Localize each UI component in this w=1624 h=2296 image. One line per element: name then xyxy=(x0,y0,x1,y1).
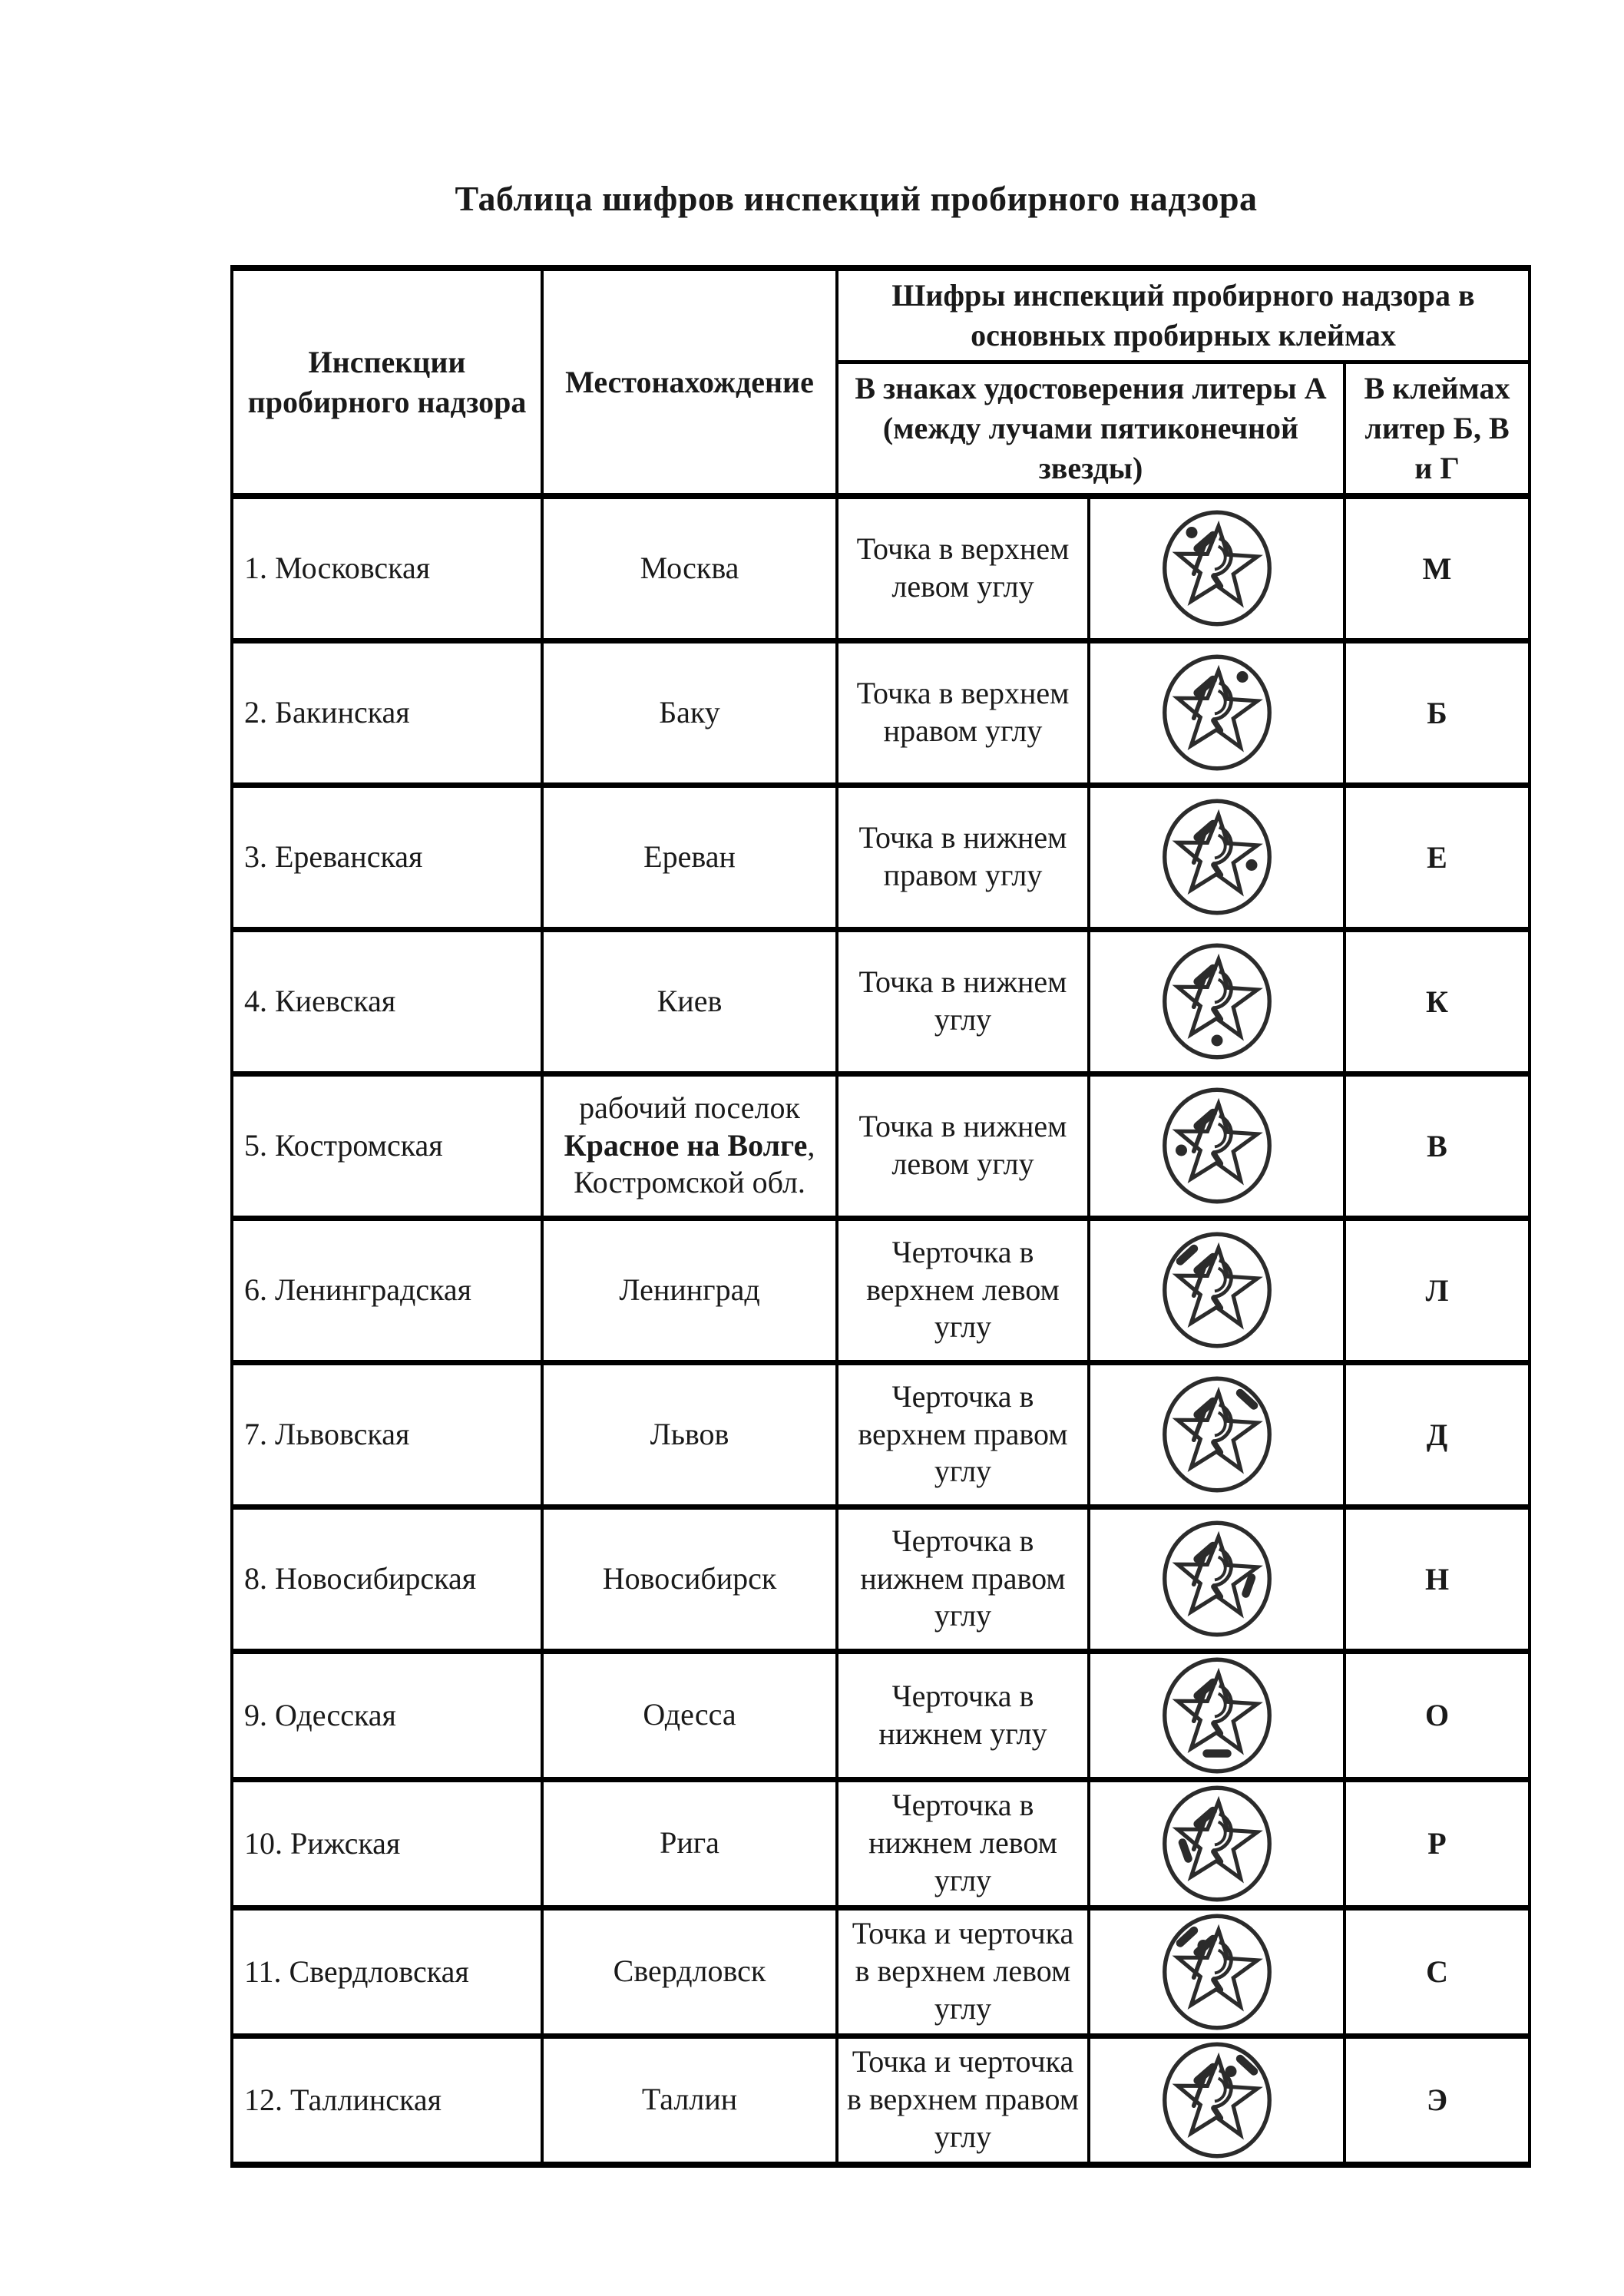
inspection-name: 2. Бакинская xyxy=(244,695,410,729)
soviet-star-hammer-sickle-stamp-icon xyxy=(1159,1375,1275,1494)
table-header xyxy=(232,268,1530,496)
letter-mark-cell xyxy=(1345,1779,1530,1907)
table-row xyxy=(232,1074,1530,1218)
code-description-cell xyxy=(837,929,1089,1074)
letter-mark-cell xyxy=(1345,1074,1530,1218)
code-description: Черточка в верхнем левом углу xyxy=(866,1234,1060,1345)
stamp-cell xyxy=(1089,1074,1345,1218)
inspection-name: 8. Новосибирская xyxy=(244,1561,477,1596)
inspection-name-cell xyxy=(232,640,542,785)
inspection-name: 1. Московская xyxy=(244,551,431,586)
location-cell xyxy=(542,1218,837,1362)
soviet-star-hammer-sickle-stamp-icon xyxy=(1159,1784,1275,1904)
soviet-star-hammer-sickle-stamp-icon xyxy=(1159,941,1275,1061)
stamp-cell xyxy=(1089,1651,1345,1779)
letter-mark: В xyxy=(1427,1128,1447,1163)
code-description: Черточка в нижнем левом углу xyxy=(868,1788,1057,1897)
stamp-cell xyxy=(1089,1779,1345,1907)
location-text: Ереван xyxy=(643,839,736,874)
letter-mark-cell xyxy=(1345,496,1530,640)
letter-mark: Н xyxy=(1424,1561,1450,1596)
inspection-name-cell xyxy=(232,1074,542,1218)
soviet-star-hammer-sickle-stamp-icon xyxy=(1159,797,1275,917)
table-row xyxy=(232,1362,1530,1507)
table-row xyxy=(232,1779,1530,1907)
inspection-name: 9. Одесская xyxy=(244,1697,396,1732)
location-cell xyxy=(542,1362,837,1507)
code-description-cell xyxy=(837,1074,1089,1218)
inspection-name: 6. Ленинградская xyxy=(244,1272,472,1307)
letter-mark: Б xyxy=(1427,695,1447,730)
location-text: Таллин xyxy=(641,2082,738,2117)
location-cell xyxy=(542,1651,837,1779)
stamp-cell xyxy=(1089,1907,1345,2036)
inspection-name-cell xyxy=(232,785,542,929)
codes-table xyxy=(230,265,1531,2168)
stamp-cell xyxy=(1089,496,1345,640)
code-description-cell xyxy=(837,1651,1089,1779)
inspection-name-cell xyxy=(232,496,542,640)
header-codes-group: Шифры инспекций пробирного надзора в основных пробирных клеймах xyxy=(837,268,1530,362)
inspection-name-cell xyxy=(232,1362,542,1507)
code-description: Черточка в нижнем правом углу xyxy=(860,1523,1066,1633)
code-description-cell xyxy=(837,1907,1089,2036)
letter-mark: К xyxy=(1426,984,1449,1019)
code-description: Точка в нижнем углу xyxy=(858,964,1067,1037)
dot-bottom-mark xyxy=(1211,1035,1222,1047)
code-description: Точка в верхнем нравом углу xyxy=(856,676,1070,748)
location-text: Москва xyxy=(640,550,739,585)
code-description-cell xyxy=(837,640,1089,785)
dot-top-left-mark xyxy=(1186,527,1197,538)
location-cell xyxy=(542,2036,837,2165)
inspection-name: 11. Свердловская xyxy=(244,1954,469,1989)
location-text: Свердловск xyxy=(613,1954,766,1989)
code-description-cell xyxy=(837,785,1089,929)
dot-bottom-left-mark xyxy=(1176,1145,1187,1156)
stamp-cell xyxy=(1089,1362,1345,1507)
table-row xyxy=(232,1907,1530,2036)
soviet-star-hammer-sickle-stamp-icon xyxy=(1159,508,1275,628)
header-certification-marks: В знаках удостоверения литеры А (между лучами пятиконечной звезды) xyxy=(837,362,1345,497)
location-text: Одесса xyxy=(643,1697,736,1732)
location-text: Баку xyxy=(659,694,720,729)
dot-top-right-inner-mark xyxy=(1225,2066,1236,2077)
inspection-name-cell xyxy=(232,1779,542,1907)
inspection-name-cell xyxy=(232,1907,542,2036)
inspection-name-cell xyxy=(232,1507,542,1651)
inspection-name-cell xyxy=(232,2036,542,2165)
code-description: Точка и черточка в верхнем правом углу xyxy=(846,2044,1080,2154)
location-text-suffix: , Костромской обл. xyxy=(574,1127,815,1200)
letter-mark-cell xyxy=(1345,640,1530,785)
inspection-name: 5. Костромская xyxy=(244,1128,443,1163)
location-text: рабочий поселок xyxy=(579,1090,800,1125)
location-cell xyxy=(542,496,837,640)
table-row xyxy=(232,496,1530,640)
letter-mark: Л xyxy=(1425,1272,1449,1308)
code-description-cell xyxy=(837,1779,1089,1907)
location-text: Ленинград xyxy=(619,1272,760,1307)
location-cell xyxy=(542,929,837,1074)
table-row xyxy=(232,1218,1530,1362)
header-inspections: Инспекции пробирного надзора xyxy=(232,268,542,496)
inspection-name-cell xyxy=(232,929,542,1074)
inspection-name: 4. Киевская xyxy=(244,984,396,1018)
location-bold-text: Красное на Волге xyxy=(564,1127,808,1163)
location-text: Киев xyxy=(657,983,723,1018)
dash-bottom-right-mark xyxy=(1245,1578,1252,1594)
location-text: Новосибирск xyxy=(602,1560,777,1596)
location-cell xyxy=(542,1907,837,2036)
code-description-cell xyxy=(837,2036,1089,2165)
dot-bottom-right-mark xyxy=(1245,859,1257,871)
soviet-star-hammer-sickle-stamp-icon xyxy=(1159,653,1275,773)
header-location: Местонахождение xyxy=(542,268,837,496)
table-row xyxy=(232,1507,1530,1651)
code-description: Черточка в нижнем углу xyxy=(878,1678,1047,1751)
table-row xyxy=(232,785,1530,929)
code-description-cell xyxy=(837,496,1089,640)
inspection-name: 3. Ереванская xyxy=(244,839,423,874)
letter-mark: Р xyxy=(1427,1826,1447,1861)
soviet-star-hammer-sickle-stamp-icon xyxy=(1159,1519,1275,1639)
stamp-cell xyxy=(1089,1218,1345,1362)
table-row xyxy=(232,640,1530,785)
code-description-cell xyxy=(837,1507,1089,1651)
stamp-cell xyxy=(1089,929,1345,1074)
location-text: Львов xyxy=(650,1416,729,1451)
dot-top-right-mark xyxy=(1236,671,1248,683)
letter-mark: М xyxy=(1422,551,1452,586)
letter-mark: Е xyxy=(1427,839,1447,875)
location-cell xyxy=(542,640,837,785)
inspection-name: 12. Таллинская xyxy=(244,2082,442,2117)
table-row xyxy=(232,2036,1530,2165)
letter-mark-cell xyxy=(1345,1907,1530,2036)
location-cell xyxy=(542,785,837,929)
code-description-cell xyxy=(837,1218,1089,1362)
inspection-name-cell xyxy=(232,1218,542,1362)
letter-mark: Д xyxy=(1426,1417,1448,1452)
code-description: Точка и черточка в верхнем левом углу xyxy=(852,1916,1074,2026)
inspection-name: 7. Львовская xyxy=(244,1417,410,1451)
letter-mark-cell xyxy=(1345,785,1530,929)
letter-mark-cell xyxy=(1345,1507,1530,1651)
letter-mark: С xyxy=(1426,1954,1448,1989)
stamp-cell xyxy=(1089,1507,1345,1651)
code-description: Точка в верхнем левом углу xyxy=(856,531,1070,604)
code-description: Черточка в верхнем правом углу xyxy=(858,1378,1068,1489)
soviet-star-hammer-sickle-stamp-icon xyxy=(1159,1656,1275,1775)
letter-mark-cell xyxy=(1345,929,1530,1074)
code-description-cell xyxy=(837,1362,1089,1507)
soviet-star-hammer-sickle-stamp-icon xyxy=(1159,2040,1275,2160)
header-letter-marks: В клеймах литер Б, В и Г xyxy=(1345,362,1530,497)
table-body xyxy=(232,496,1530,2165)
soviet-star-hammer-sickle-stamp-icon xyxy=(1159,1230,1275,1350)
code-description: Точка в нижнем правом углу xyxy=(858,820,1067,892)
soviet-star-hammer-sickle-stamp-icon xyxy=(1159,1912,1275,2032)
stamp-cell xyxy=(1089,2036,1345,2165)
dash-bottom-left-mark xyxy=(1182,1842,1189,1858)
letter-mark-cell xyxy=(1345,1362,1530,1507)
stamp-cell xyxy=(1089,785,1345,929)
table-row xyxy=(232,1651,1530,1779)
inspection-name: 10. Рижская xyxy=(244,1825,401,1861)
location-cell xyxy=(542,1779,837,1907)
letter-mark-cell xyxy=(1345,2036,1530,2165)
location-cell xyxy=(542,1507,837,1651)
soviet-star-hammer-sickle-stamp-icon xyxy=(1159,1086,1275,1206)
location-text: Рига xyxy=(660,1825,719,1861)
letter-mark-cell xyxy=(1345,1218,1530,1362)
document-title: Таблица шифров инспекций пробирного надзора xyxy=(455,179,1258,218)
letter-mark-cell xyxy=(1345,1651,1530,1779)
location-cell xyxy=(542,1074,837,1218)
inspection-name-cell xyxy=(232,1651,542,1779)
dot-top-left-inner-mark xyxy=(1197,1940,1209,1951)
letter-mark: Э xyxy=(1426,2083,1448,2117)
code-description: Точка в нижнем левом углу xyxy=(858,1109,1067,1181)
letter-mark: О xyxy=(1424,1698,1450,1732)
stamp-cell xyxy=(1089,640,1345,785)
table-row xyxy=(232,929,1530,1074)
